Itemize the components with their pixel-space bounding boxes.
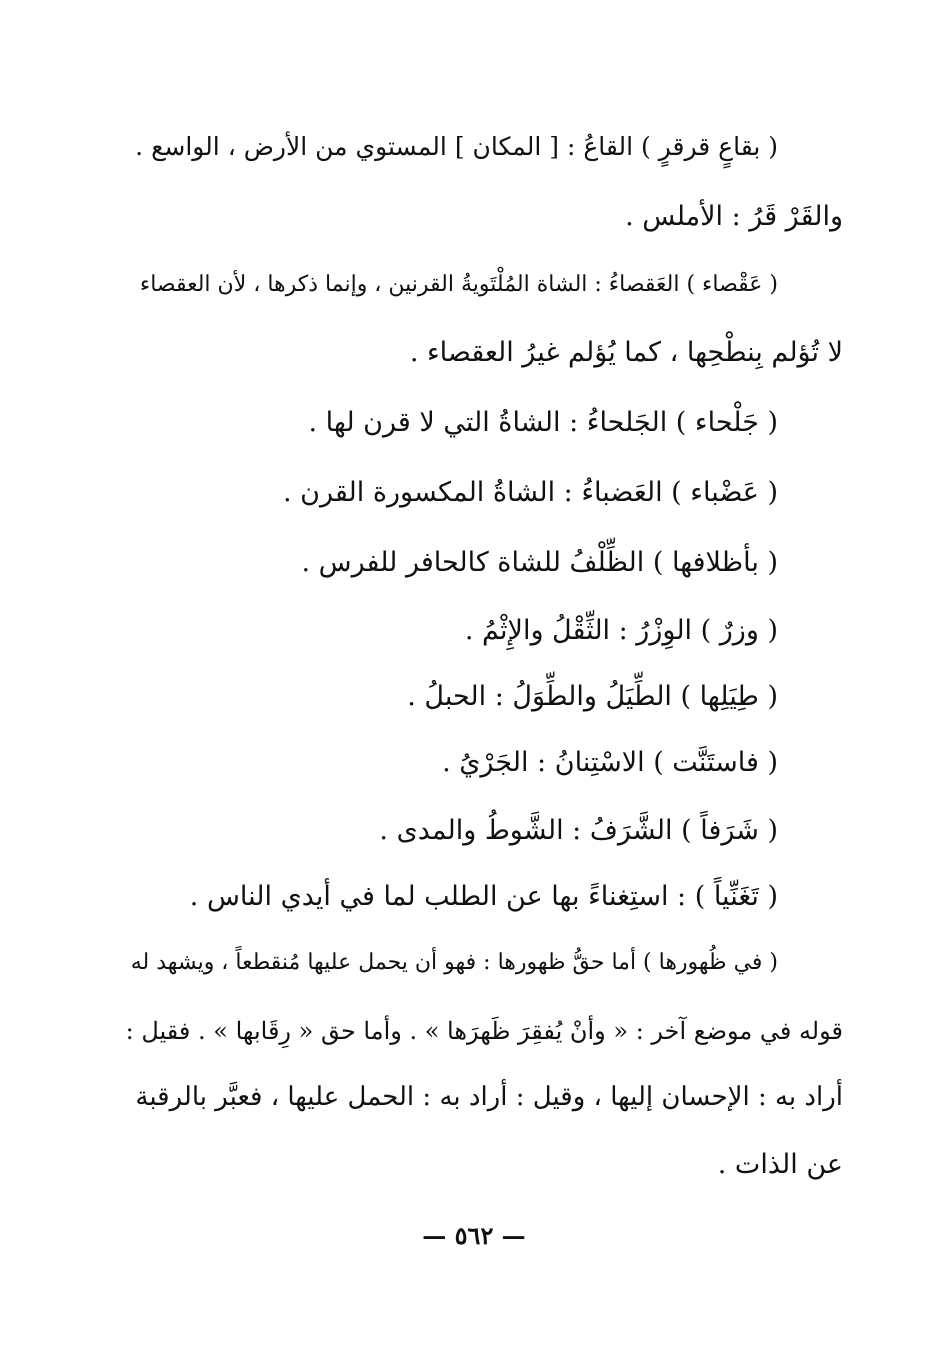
text-line-14: قوله في موضع آخر : « وأنْ يُفقِرَ ظَهرَها » . وأما حق « رِقَابها » . فقيل : — [125, 1017, 843, 1045]
text-line-3: ( عَقْصاء ) العَقصاءُ : الشاة المُلْتَويةُ القرنين ، وإنما ذكرها ، لأن العقصاء — [139, 272, 778, 297]
text-line-4: لا تُؤلم بِنطْحِها ، كما يُؤلم غيرُ العقصاء . — [409, 337, 843, 368]
text-line-12: ( تَغَنِّياً ) : استِغناءً بها عن الطلب لما في أيدي الناس . — [189, 881, 778, 912]
text-line-2: والقَرْ قَرُ : الأملس . — [625, 201, 843, 232]
text-line-6: ( عَضْباء ) العَضباءُ : الشاةُ المكسورة القرن . — [282, 477, 778, 508]
text-line-16: عن الذات . — [717, 1149, 843, 1180]
text-line-10: ( فاستَنَّت ) الاسْتِنانُ : الجَرْيُ . — [442, 747, 778, 778]
text-line-7: ( بأظلافها ) الظِّلْفُ للشاة كالحافر للفرس . — [301, 547, 778, 578]
text-line-13: ( في ظُهورها ) أما حقُّ ظهورها : فهو أن يحمل عليها مُنقطعاً ، ويشهد له — [130, 950, 778, 975]
text-line-9: ( طِيَلِها ) الطِّيَلُ والطِّوَلُ : الحبلُ . — [407, 681, 778, 712]
text-line-1: ( بقاعٍ قرقرٍ ) القاعُ : [ المكان ] المستوي من الأرض ، الواسع . — [135, 132, 778, 161]
text-line-5: ( جَلْحاء ) الجَلحاءُ : الشاةُ التي لا قرن لها . — [308, 407, 778, 438]
text-line-15: أراد به : الإحسان إليها ، وقيل : أراد به : الحمل عليها ، فعبَّر بالرقبة — [135, 1082, 843, 1112]
text-line-8: ( وزرٌ ) الوِزْرُ : الثِّقْلُ والإِثْمُ . — [464, 615, 778, 646]
text-line-11: ( شَرَفاً ) الشَّرَفُ : الشَّوطُ والمدى . — [379, 815, 778, 846]
page-number: — ٥٦٢ — — [422, 1221, 526, 1250]
